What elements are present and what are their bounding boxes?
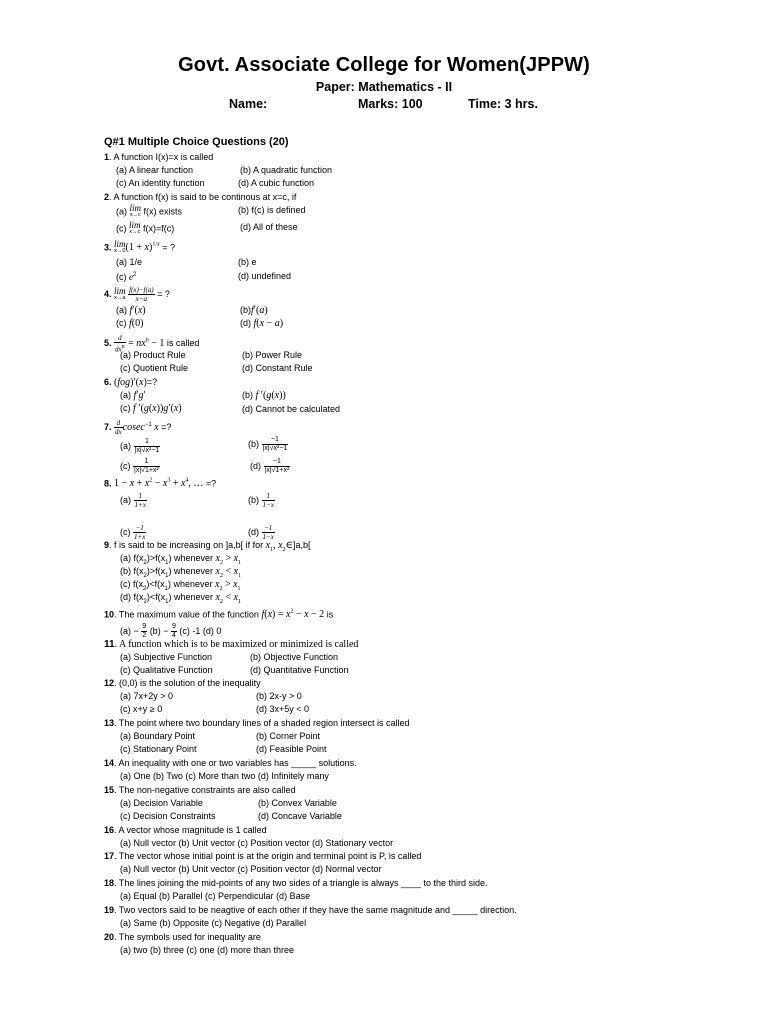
paper-subtitle: Paper: Mathematics - II [315, 80, 453, 94]
question-2: 2. A function f(x) is said to be continous at x=c, if [104, 192, 297, 202]
question-20: 20. The symbols used for inequality are [104, 932, 261, 942]
option-7b: (b) $\frac{-1}{\text{|x|√x²−1}}$ [248, 436, 288, 452]
option-1c: (c) An identity function [116, 178, 205, 188]
option-12d: (d) 3x+5y < 0 [256, 704, 310, 714]
option-8a: (a) $\frac{1}{1+x}$ [120, 492, 146, 509]
question-14: 14. An inequality with one or two variables has _____ solutions. [104, 758, 357, 768]
option-13d: (d) Feasible Point [256, 744, 327, 754]
option-3a: (a) 1/e [116, 257, 143, 267]
option-4c: (c) f(0) [116, 318, 144, 329]
option-15d: (d) Concave Variable [258, 811, 342, 821]
option-13c: (c) Stationary Point [120, 744, 197, 754]
question-13: 13. The point where two boundary lines of a shaded region intersect is called [104, 718, 410, 728]
option-17-row: (a) Null vector (b) Unit vector (c) Position vector (d) Normal vector [120, 864, 382, 874]
option-9a: (a) $f(x_2)>f(x_1)$ whenever $x_2 > x_1$ [120, 553, 242, 566]
option-15a: (a) Decision Variable [120, 798, 203, 808]
option-6c: (c) f ′(g(x))g′(x) [120, 403, 182, 414]
option-7d: (d) $\frac{-1}{\text{|x|√1+x²}}$ [250, 458, 290, 474]
question-17: 17. The vector whose initial point is at the origin and terminal point is P, is called [104, 851, 422, 861]
option-16-row: (a) Null vector (b) Unit vector (c) Position vector (d) Stationary vector [120, 838, 394, 848]
question-4: 4. lim x→a $\frac{f(x)-f(a)}{x-a}$ = ? [104, 285, 170, 303]
option-2d: (d) All of these [240, 222, 298, 232]
question-1: 1. A function I(x)=x is called [104, 152, 214, 162]
option-9c: (c) $f(x_2)<f(x_1)$ whenever $x_2 > x_1$ [120, 579, 241, 592]
option-1b: (b) A quadratic function [240, 165, 333, 175]
option-19-row: (a) Same (b) Opposite (c) Negative (d) Parallel [120, 918, 307, 928]
question-10: 10. The maximum value of the function $f(x) = x^2 - x - 2$ is [104, 609, 334, 621]
question-18: 18. The lines joining the mid-points of any two sides of a triangle is always ____ to the third side. [104, 878, 488, 888]
option-12c: (c) x+y ≥ 0 [120, 704, 163, 714]
question-3: 3. lim x→0 $(1 + x)^{1/x}$ = ? [104, 238, 175, 254]
option-5a: (a) Product Rule [120, 350, 186, 360]
option-4d: (d) f(x − a) [240, 318, 284, 329]
option-7c: (c) $\frac{1}{\text{|x|√1+x²}}$ [120, 458, 159, 474]
option-3b: (b) e [238, 257, 257, 267]
option-14-row: (a) One (b) Two (c) More than two (d) Infinitely many [120, 771, 329, 781]
option-11d: (d) Quantitative Function [250, 665, 349, 675]
option-6d: (d) Cannot be calculated [242, 404, 341, 414]
option-6b: (b) f ′(g(x)) [242, 390, 286, 401]
option-4a: (a) f′(x) [116, 305, 146, 316]
question-5: 5. $\frac{d}{\text{dxn}}$ = $nx^n - 1$ is called [104, 334, 200, 354]
option-6a: (a) f′g′ [120, 390, 146, 401]
option-11b: (b) Objective Function [250, 652, 339, 662]
option-13a: (a) Boundary Point [120, 731, 196, 741]
option-15c: (c) Decision Constraints [120, 811, 216, 821]
option-1d: (d) A cubic function [238, 178, 315, 188]
option-8d: (d) $\frac{-1}{1-x}$ [248, 524, 274, 541]
limit-notation: lim x→c [129, 203, 142, 218]
option-11a: (a) Subjective Function [120, 652, 213, 662]
question-11: 11. A function which is to be maximized or minimized is called [104, 639, 359, 650]
limit-notation: lim x→0 [114, 238, 126, 254]
option-5d: (d) Constant Rule [242, 363, 313, 373]
option-11c: (c) Qualitative Function [120, 665, 213, 675]
option-7a: (a) $\frac{1}{\text{|x|√x²−1}}$ [120, 438, 160, 454]
option-3d: (d) undefined [238, 271, 292, 281]
option-15b: (b) Convex Variable [258, 798, 337, 808]
option-12b: (b) 2x-y > 0 [256, 691, 302, 701]
question-12: 12. (0,0) is the solution of the inequality [104, 678, 261, 688]
option-5c: (c) Quotient Rule [120, 363, 189, 373]
limit-notation: lim x→c [129, 220, 141, 235]
question-8: 8. $1 - x + x^2 - x^3 + x^4$, … =? [104, 478, 217, 490]
marks-label: Marks: 100 [358, 97, 423, 111]
question-6: 6. (fog)′(x)=? [104, 377, 158, 388]
question-15: 15. The non-negative constraints are also called [104, 785, 296, 795]
question-16: 16. A vector whose magnitude is 1 called [104, 825, 267, 835]
option-2c: (c) lim x→c f(x)=f(c) [116, 220, 175, 235]
option-4b: (b)f′(a) [240, 305, 268, 316]
question-7: 7. $\frac{d}{dx}$ cosec$^{-1}$ x =? [104, 419, 172, 436]
option-8b: (b) $\frac{1}{1-x}$ [248, 492, 274, 509]
time-label: Time: 3 hrs. [468, 97, 538, 111]
option-8c: (c) $\frac{-1}{1+x}$ [120, 524, 146, 541]
option-13b: (b) Corner Point [256, 731, 321, 741]
college-title: Govt. Associate College for Women(JPPW) [178, 54, 590, 76]
option-9b: (b) $f(x_2)>f(x_1)$ whenever $x_2 < x_1$ [120, 566, 242, 579]
section-title: Q#1 Multiple Choice Questions (20) [104, 136, 289, 148]
name-label: Name: [229, 97, 268, 111]
difference-quotient: $\frac{f(x)-f(a)}{x-a}$ [129, 286, 154, 303]
question-19: 19. Two vectors said to be neagtive of each other if they have the same magnitude and _____ direction. [104, 905, 517, 915]
option-1a: (a) A linear function [116, 165, 194, 175]
limit-notation: lim x→a [114, 285, 126, 301]
option-12a: (a) 7x+2y > 0 [120, 691, 174, 701]
option-20-row: (a) two (b) three (c) one (d) more than three [120, 945, 295, 955]
option-10-row: (a) − $\frac{9}{2}$ (b) − $\frac{9}{4}$ (c) -1 (d) 0 [120, 623, 222, 639]
option-18-row: (a) Equal (b) Parallel (c) Perpendicular (d) Base [120, 891, 311, 901]
option-2a: (a) lim x→c f(x) exists [116, 203, 183, 218]
option-2b: (b) f(c) is defined [238, 205, 306, 215]
option-3c: (c) $e^2$ [116, 272, 137, 282]
question-9: 9. f is said to be increasing on ]a,b[ if for $x_1$, $x_2\in]a,b$[ [104, 540, 311, 553]
option-9d: (d) $f(x_2)<f(x_1)$ whenever $x_2 < x_1$ [120, 592, 242, 605]
option-5b: (b) Power Rule [242, 350, 303, 360]
